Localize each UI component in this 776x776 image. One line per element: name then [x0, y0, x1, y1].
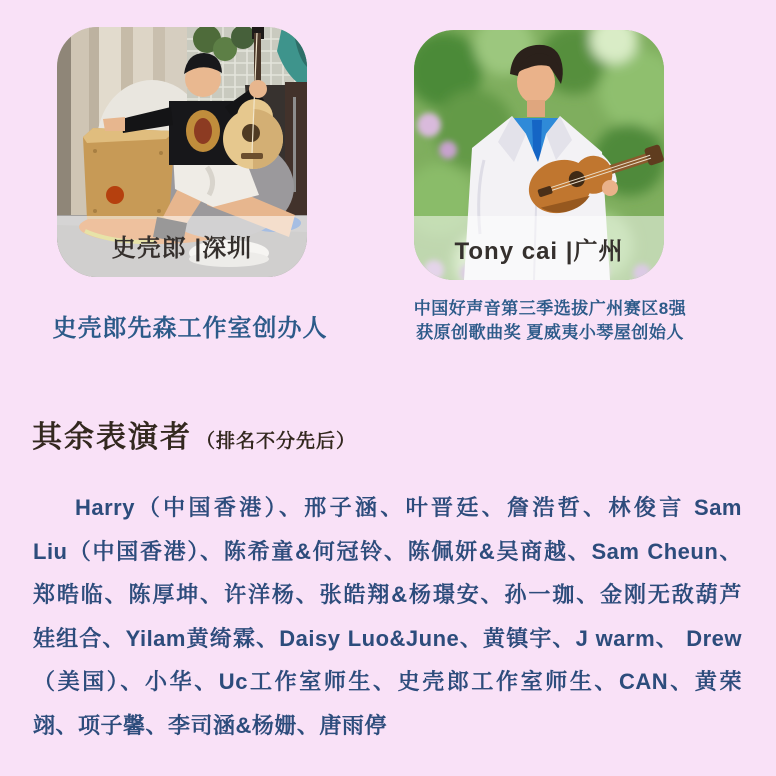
performer-photo-left	[57, 27, 307, 277]
performer-desc-right-line1: 中国好声音第三季选拔广州赛区8强	[413, 299, 687, 318]
performer-desc-right	[397, 297, 703, 345]
performer-caption-right: Tony cai |广州	[454, 238, 624, 265]
cajon-illustration	[83, 128, 175, 219]
performers-list-line: （美国）、小华、Uc工作室师生、史壳郎工作室师生、CAN、黄荣	[33, 669, 742, 694]
performer-caption-left: 史壳郎 |深圳	[111, 235, 253, 262]
others-heading-title: 其余表演者	[32, 421, 192, 454]
performers-list-line: Harry（中国香港）、邢子涵、叶晋廷、詹浩哲、林俊言 Sam	[75, 495, 742, 520]
performers-list	[33, 486, 742, 747]
performers-list-line: 翊、项子馨、李司涵&杨姗、唐雨停	[33, 712, 387, 738]
performer-desc-right-line2: 获原创歌曲奖 夏威夷小琴屋创始人	[416, 323, 684, 342]
performer-photo-right	[414, 30, 664, 280]
others-heading-note: （排名不分先后）	[196, 431, 357, 452]
performer-desc-left: 史壳郎先森工作室创办人	[52, 315, 328, 342]
performers-list-line: 郑晧临、陈厚坤、许洋杨、张皓翔&杨璟安、孙一珈、金刚无敌葫芦	[33, 582, 742, 607]
performers-list-line: Liu（中国香港）、陈希童&何冠铃、陈佩妍&吴商越、Sam Cheun、	[33, 538, 742, 564]
performers-list-line: 娃组合、Yilam黄绮霖、Daisy Luo&June、黄镇宇、J warm、 Drew	[33, 625, 742, 651]
others-section-heading	[32, 412, 356, 456]
